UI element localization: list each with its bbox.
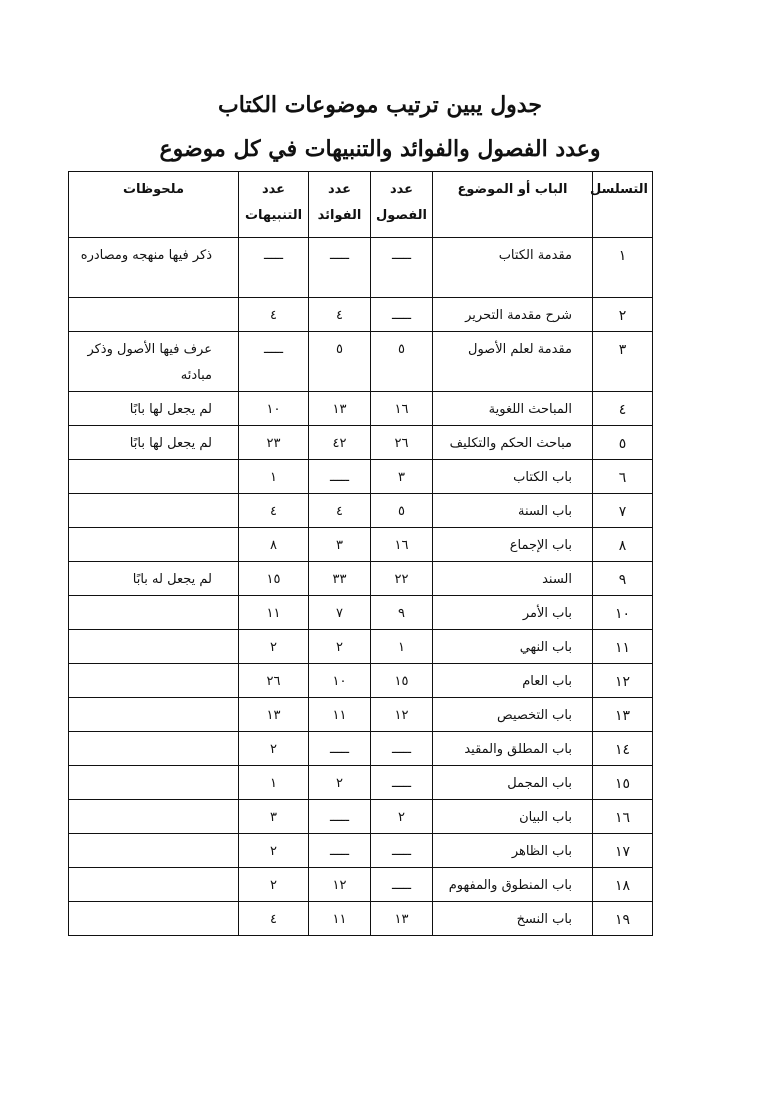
cell-fusul: ١: [371, 630, 433, 664]
cell-fusul: ١٢: [371, 698, 433, 732]
cell-tanbihat: ـــــ: [239, 238, 309, 298]
cell-serial: ٢: [593, 298, 653, 332]
table-row: [69, 332, 653, 392]
cell-notes: [69, 528, 239, 562]
cell-fawaid: ٢: [309, 766, 371, 800]
cell-fawaid: ٥: [309, 332, 371, 392]
cell-topic: باب الإجماع: [433, 528, 593, 562]
cell-fusul: ٥: [371, 332, 433, 392]
cell-fawaid: ١١: [309, 902, 371, 936]
cell-serial: ٩: [593, 562, 653, 596]
cell-notes: لم يجعل لها بابًا: [69, 392, 239, 426]
cell-notes: [69, 698, 239, 732]
cell-fusul: ١٥: [371, 664, 433, 698]
cell-serial: ١٤: [593, 732, 653, 766]
cell-fusul: ١٦: [371, 528, 433, 562]
cell-fusul: ٢: [371, 800, 433, 834]
cell-topic: باب الكتاب: [433, 460, 593, 494]
cell-fusul: ـــــ: [371, 298, 433, 332]
cell-serial: ٥: [593, 426, 653, 460]
header-tanbihat: [239, 172, 309, 238]
table-row: [69, 596, 653, 630]
cell-tanbihat: ٢: [239, 868, 309, 902]
cell-serial: ١٧: [593, 834, 653, 868]
cell-notes: [69, 868, 239, 902]
cell-topic: باب السنة: [433, 494, 593, 528]
cell-fawaid: ٢: [309, 630, 371, 664]
cell-serial: ١٥: [593, 766, 653, 800]
cell-topic: باب النسخ: [433, 902, 593, 936]
table-row: [69, 298, 653, 332]
cell-serial: ١٦: [593, 800, 653, 834]
table-row: [69, 630, 653, 664]
cell-fusul: ٩: [371, 596, 433, 630]
cell-notes: [69, 732, 239, 766]
table-row: [69, 238, 653, 298]
cell-notes: [69, 834, 239, 868]
table-row: [69, 664, 653, 698]
cell-serial: ١: [593, 238, 653, 298]
cell-fawaid: ٤: [309, 298, 371, 332]
header-serial: التسلسل: [593, 172, 653, 238]
cell-fawaid: ٣٣: [309, 562, 371, 596]
cell-notes: [69, 800, 239, 834]
cell-fusul: ٥: [371, 494, 433, 528]
cell-tanbihat: ٣: [239, 800, 309, 834]
cell-fusul: ـــــ: [371, 868, 433, 902]
header-fawaid: [309, 172, 371, 238]
cell-serial: ٦: [593, 460, 653, 494]
cell-notes: ذكر فيها منهجه ومصادره: [69, 238, 239, 298]
cell-tanbihat: ١: [239, 460, 309, 494]
cell-serial: ٤: [593, 392, 653, 426]
cell-notes: [69, 902, 239, 936]
cell-topic: باب المجمل: [433, 766, 593, 800]
table-row: [69, 902, 653, 936]
cell-topic: باب البيان: [433, 800, 593, 834]
cell-serial: ١٢: [593, 664, 653, 698]
cell-topic: المباحث اللغوية: [433, 392, 593, 426]
header-fusul-line2: الفصول: [376, 208, 427, 223]
cell-fusul: ١٣: [371, 902, 433, 936]
cell-fusul: ٢٦: [371, 426, 433, 460]
cell-tanbihat: ١: [239, 766, 309, 800]
cell-topic: باب التخصيص: [433, 698, 593, 732]
header-topic: الباب أو الموضوع: [433, 172, 593, 238]
cell-topic: السند: [433, 562, 593, 596]
header-tanbihat-line1: عدد: [261, 182, 286, 197]
cell-notes: [69, 766, 239, 800]
cell-fawaid: ٧: [309, 596, 371, 630]
cell-topic: باب النهي: [433, 630, 593, 664]
cell-tanbihat: ٢: [239, 834, 309, 868]
header-fawaid-line2: الفوائد: [317, 208, 362, 223]
cell-serial: ١٩: [593, 902, 653, 936]
cell-tanbihat: ١٥: [239, 562, 309, 596]
cell-notes: [69, 664, 239, 698]
cell-fusul: ٣: [371, 460, 433, 494]
cell-serial: ١٣: [593, 698, 653, 732]
cell-tanbihat: ٤: [239, 494, 309, 528]
table-row: [69, 766, 653, 800]
table-row: [69, 732, 653, 766]
cell-notes: لم يجعل له بابًا: [69, 562, 239, 596]
cell-fawaid: ٤٢: [309, 426, 371, 460]
table-row: [69, 460, 653, 494]
cell-fawaid: ١٠: [309, 664, 371, 698]
cell-fusul: ١٦: [371, 392, 433, 426]
cell-tanbihat: ١٠: [239, 392, 309, 426]
table-row: [69, 562, 653, 596]
cell-tanbihat: ٢: [239, 630, 309, 664]
cell-topic: مقدمة الكتاب: [433, 238, 593, 298]
cell-fawaid: ٣: [309, 528, 371, 562]
cell-topic: باب العام: [433, 664, 593, 698]
cell-serial: ١١: [593, 630, 653, 664]
header-fusul-line1: عدد: [389, 182, 414, 197]
page-subtitle: وعدد الفصول والفوائد والتنبيهات في كل موضوع: [159, 136, 601, 162]
cell-tanbihat: ٤: [239, 298, 309, 332]
cell-notes: [69, 494, 239, 528]
cell-serial: ١٨: [593, 868, 653, 902]
cell-serial: ٧: [593, 494, 653, 528]
cell-fusul: ـــــ: [371, 834, 433, 868]
cell-serial: ١٠: [593, 596, 653, 630]
cell-fawaid: ـــــ: [309, 800, 371, 834]
cell-topic: باب الأمر: [433, 596, 593, 630]
cell-tanbihat: ٤: [239, 902, 309, 936]
table-row: [69, 426, 653, 460]
table-row: [69, 698, 653, 732]
header-fusul: [371, 172, 433, 238]
cell-fawaid: ٤: [309, 494, 371, 528]
table-row: [69, 392, 653, 426]
topics-table: [68, 171, 653, 936]
table-row: [69, 800, 653, 834]
cell-tanbihat: ١١: [239, 596, 309, 630]
table-row: [69, 494, 653, 528]
cell-topic: مقدمة لعلم الأصول: [433, 332, 593, 392]
cell-topic: باب المنطوق والمفهوم: [433, 868, 593, 902]
cell-fusul: ـــــ: [371, 766, 433, 800]
cell-tanbihat: ٢٦: [239, 664, 309, 698]
cell-topic: باب الظاهر: [433, 834, 593, 868]
cell-topic: مباحث الحكم والتكليف: [433, 426, 593, 460]
table-row: [69, 834, 653, 868]
cell-notes: [69, 298, 239, 332]
cell-fusul: ـــــ: [371, 238, 433, 298]
cell-notes: [69, 630, 239, 664]
table-row: [69, 868, 653, 902]
cell-tanbihat: ٢: [239, 732, 309, 766]
cell-serial: ٨: [593, 528, 653, 562]
cell-fusul: ـــــ: [371, 732, 433, 766]
cell-notes: [69, 460, 239, 494]
header-notes: ملحوظات: [69, 172, 239, 238]
header-fawaid-line1: عدد: [327, 182, 352, 197]
table-header-row: [69, 172, 653, 238]
cell-notes: [69, 596, 239, 630]
cell-notes: عرف فيها الأصول وذكر مبادئه: [69, 332, 239, 392]
cell-fawaid: ١٣: [309, 392, 371, 426]
header-tanbihat-line2: التنبيهات: [244, 208, 303, 223]
cell-notes: لم يجعل لها بابًا: [69, 426, 239, 460]
cell-fawaid: ـــــ: [309, 732, 371, 766]
cell-serial: ٣: [593, 332, 653, 392]
table-row: [69, 528, 653, 562]
page-title: جدول يبين ترتيب موضوعات الكتاب: [218, 92, 542, 118]
cell-tanbihat: ٢٣: [239, 426, 309, 460]
cell-fawaid: ١٢: [309, 868, 371, 902]
cell-fusul: ٢٢: [371, 562, 433, 596]
cell-tanbihat: ١٣: [239, 698, 309, 732]
cell-fawaid: ـــــ: [309, 238, 371, 298]
cell-tanbihat: ٨: [239, 528, 309, 562]
cell-fawaid: ـــــ: [309, 460, 371, 494]
cell-topic: شرح مقدمة التحرير: [433, 298, 593, 332]
cell-tanbihat: ـــــ: [239, 332, 309, 392]
cell-fawaid: ١١: [309, 698, 371, 732]
cell-topic: باب المطلق والمقيد: [433, 732, 593, 766]
cell-fawaid: ـــــ: [309, 834, 371, 868]
